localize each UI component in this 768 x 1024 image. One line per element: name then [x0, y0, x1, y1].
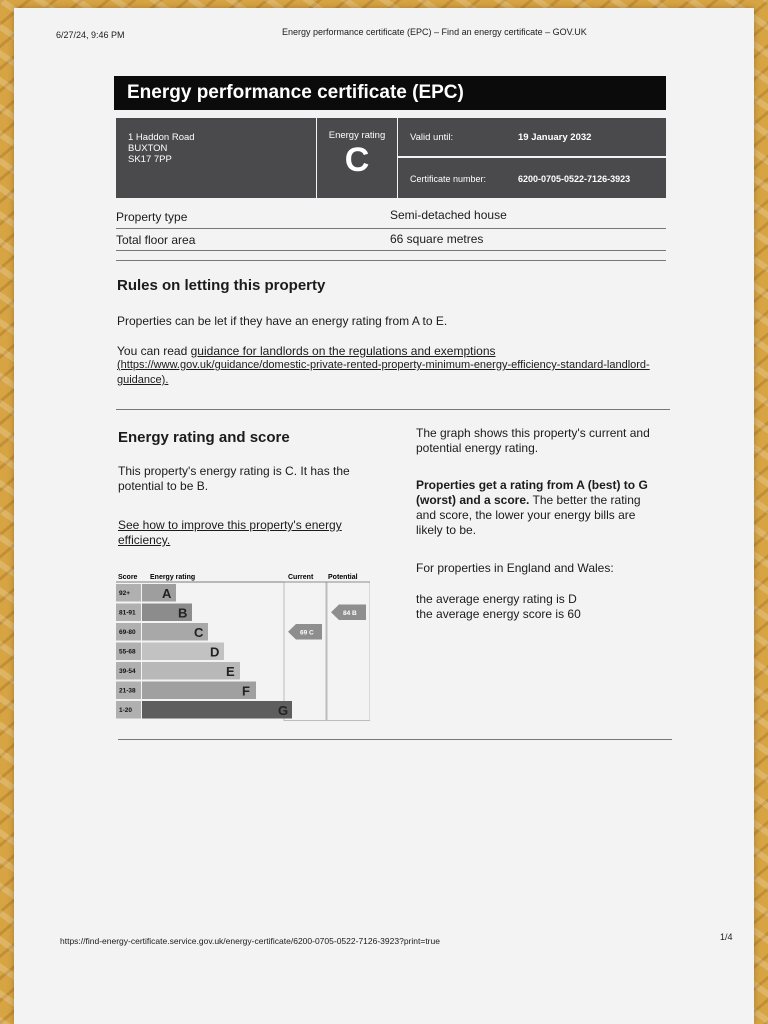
chart-band-letter-d: D: [210, 644, 220, 660]
chart-band-letter-c: C: [194, 625, 204, 640]
chart-score-label-a: 92+: [119, 590, 131, 597]
epc-banner: Energy performance certificate (EPC): [114, 76, 666, 110]
print-page-title: Energy performance certificate (EPC) – Find an energy certificate – GOV.UK: [282, 27, 587, 37]
certificate-number-box: [398, 158, 666, 198]
rating-scale-bold-1: Properties get a rating from A (best) to G: [416, 478, 648, 492]
region-text: For properties in England and Wales:: [416, 561, 614, 575]
property-type-label: Property type: [116, 210, 188, 224]
guidance-url-line-2[interactable]: guidance).: [117, 374, 169, 386]
floor-area-value: 66 square metres: [390, 232, 484, 246]
valid-until-box: [398, 118, 666, 156]
letting-paragraph: Properties can be let if they have an energy rating from A to E.: [117, 314, 448, 328]
rating-text-line-2: potential to be B.: [118, 479, 209, 493]
rating-scale-line-2: [416, 493, 641, 507]
energy-rating-letter: C: [344, 141, 370, 179]
graph-info-line-1: The graph shows this property's current and: [416, 426, 650, 440]
chart-potential-label: 84 B: [343, 609, 357, 617]
rating-scale-rest-2: The better the rating: [529, 493, 641, 507]
divider: [116, 409, 670, 410]
print-date: 6/27/24, 9:46 PM: [56, 30, 125, 40]
certificate-number-value: 6200-0705-0522-7126-3923: [518, 174, 631, 184]
chart-current-column: [284, 582, 326, 721]
rating-scale-line-4: likely to be.: [416, 523, 477, 537]
average-rating: the average energy rating is D: [416, 592, 577, 606]
certificate-number-label: Certificate number:: [410, 174, 487, 184]
chart-band-letter-f: F: [242, 683, 250, 699]
chart-score-label-c: 69-80: [119, 629, 136, 636]
chart-header-current: Current: [288, 574, 314, 581]
chart-potential-column: [327, 582, 370, 721]
divider: [118, 739, 672, 740]
address-line-3: SK17 7PP: [128, 154, 172, 165]
chart-score-label-b: 81-91: [119, 609, 136, 617]
valid-until-value: 19 January 2032: [518, 132, 592, 143]
energy-rating-label: Energy rating: [328, 130, 386, 141]
printed-page: [14, 8, 754, 1024]
rating-scale-line-3: and score, the lower your energy bills are: [416, 508, 636, 522]
chart-band-bar-f: [142, 682, 256, 700]
address-line-2: BUXTON: [128, 143, 168, 154]
divider: [116, 228, 666, 229]
chart-band-letter-g: G: [278, 703, 289, 718]
energy-rating-chart: [116, 570, 370, 726]
guidance-url-line-1[interactable]: (https://www.gov.uk/guidance/domestic-private-rented-property-minimum-energy-efficiency-standard-landlord-: [117, 359, 650, 371]
property-address: [116, 118, 316, 198]
rating-scale-bold-2: (worst) and a score.: [416, 493, 530, 507]
graph-info-line-2: potential energy rating.: [416, 441, 539, 455]
rating-heading: Energy rating and score: [118, 429, 290, 446]
letting-heading: Rules on letting this property: [117, 277, 326, 294]
rating-text-line-1: This property's energy rating is C. It has the: [118, 464, 350, 478]
landlord-guidance-text: [117, 344, 496, 358]
chart-band-letter-b: B: [178, 605, 188, 621]
divider: [116, 260, 666, 261]
landlord-guidance-link[interactable]: guidance for landlords on the regulations and exemptions: [190, 344, 496, 358]
guidance-prefix: You can read: [117, 344, 191, 358]
chart-band-bar-g: [142, 701, 292, 719]
chart-header-rating: Energy rating: [150, 574, 196, 581]
chart-band-letter-e: E: [226, 664, 235, 679]
average-score: the average energy score is 60: [416, 607, 581, 621]
address-line-1: 1 Haddon Road: [128, 132, 195, 143]
divider: [116, 250, 666, 251]
chart-score-label-d: 55-68: [119, 648, 136, 656]
chart-header-score: Score: [118, 574, 138, 581]
page-number: 1/4: [720, 932, 733, 942]
property-type-value: Semi-detached house: [390, 208, 507, 222]
chart-current-label: 69 C: [300, 629, 314, 637]
valid-until-label: Valid until:: [410, 132, 454, 143]
chart-score-label-g: 1-20: [119, 707, 133, 714]
improve-efficiency-link[interactable]: See how to improve this property's energy: [118, 518, 342, 532]
improve-efficiency-link-line-2[interactable]: efficiency.: [118, 533, 171, 547]
energy-rating-box: [317, 118, 397, 198]
footer-url: https://find-energy-certificate.service.gov.uk/energy-certificate/6200-0705-0522-7126-3923?print=true: [60, 936, 440, 946]
chart-header-potential: Potential: [328, 574, 358, 581]
chart-score-label-f: 21-38: [119, 687, 136, 695]
chart-score-label-e: 39-54: [119, 668, 136, 675]
energy-rating-chart-svg: [116, 570, 370, 726]
chart-band-letter-a: A: [162, 586, 172, 601]
floor-area-label: Total floor area: [116, 233, 196, 247]
